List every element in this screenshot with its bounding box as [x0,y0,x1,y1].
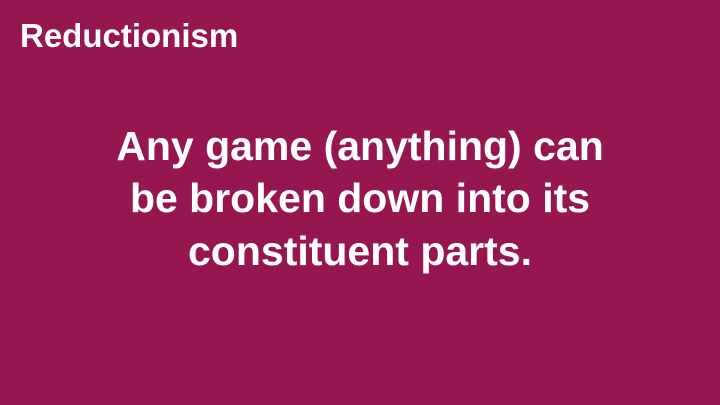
body-line-3: constituent parts. [188,227,532,274]
slide-body [60,120,660,277]
slide-title: Reductionism [20,17,239,54]
body-line-1: Any game (anything) can [116,123,604,169]
body-line-2: be broken down into its [129,175,591,222]
